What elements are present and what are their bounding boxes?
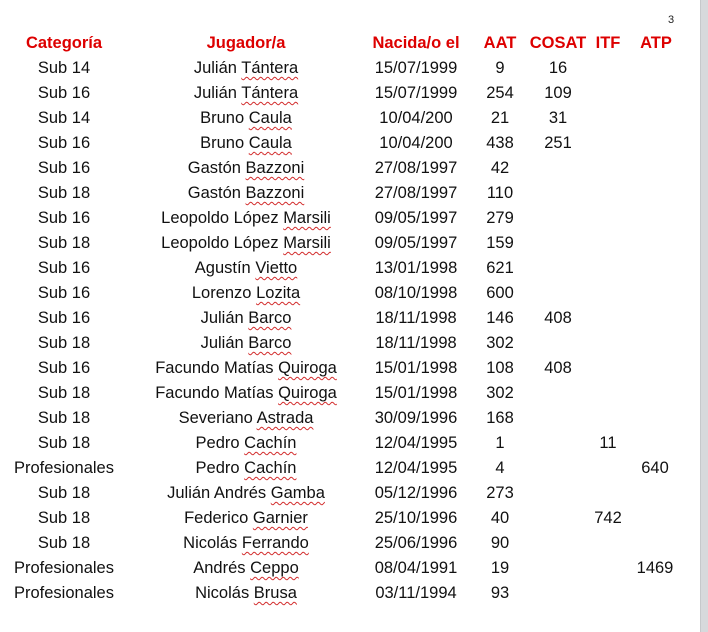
cell-fecha: 15/07/1999 xyxy=(374,59,458,77)
cell-categoria: Profesionales xyxy=(14,459,114,477)
header-nacimiento: Nacida/o el xyxy=(372,34,460,52)
cell-itf xyxy=(590,158,626,178)
cell-cosat xyxy=(526,508,590,528)
cell-cosat: 31 xyxy=(548,109,568,127)
cell-itf xyxy=(590,233,626,253)
player-first-name: Leopoldo López xyxy=(161,234,279,252)
cell-fecha: 27/08/1997 xyxy=(374,159,458,177)
cell-aat: 4 xyxy=(495,459,505,477)
cell-aat: 273 xyxy=(486,484,514,502)
cell-itf xyxy=(590,558,626,578)
cell-categoria: Sub 18 xyxy=(37,184,91,202)
cell-fecha: 15/01/1998 xyxy=(374,359,458,377)
cell-aat: 621 xyxy=(486,259,514,277)
player-last-name: Barco xyxy=(248,334,292,352)
cell-cosat xyxy=(526,258,590,278)
cell-cosat xyxy=(526,283,590,303)
cell-jugador xyxy=(136,558,356,578)
cell-fecha: 18/11/1998 xyxy=(375,334,457,352)
cell-itf xyxy=(590,583,626,603)
cell-fecha: 15/07/1999 xyxy=(374,84,458,102)
cell-aat: 42 xyxy=(490,159,510,177)
cell-categoria: Profesionales xyxy=(14,584,114,602)
player-first-name: Julián xyxy=(200,334,244,352)
cell-categoria: Sub 16 xyxy=(37,309,91,327)
cell-categoria: Sub 18 xyxy=(37,409,91,427)
cell-aat: 159 xyxy=(486,234,514,252)
cell-aat: 254 xyxy=(486,84,514,102)
cell-categoria: Sub 14 xyxy=(37,109,91,127)
cell-jugador xyxy=(136,358,356,378)
player-last-name: Brusa xyxy=(253,584,297,602)
cell-jugador xyxy=(136,133,356,153)
player-last-name: Tántera xyxy=(241,84,299,102)
cell-jugador xyxy=(136,483,356,503)
cell-aat: 168 xyxy=(486,409,514,427)
cell-itf xyxy=(590,308,626,328)
cell-fecha: 30/09/1996 xyxy=(374,409,458,427)
cell-cosat: 251 xyxy=(544,134,572,152)
cell-categoria: Sub 16 xyxy=(37,159,91,177)
cell-categoria: Profesionales xyxy=(14,559,114,577)
cell-itf: 11 xyxy=(599,434,617,452)
cell-itf xyxy=(590,133,626,153)
cell-fecha: 10/04/200 xyxy=(379,134,453,152)
cell-categoria: Sub 18 xyxy=(37,234,91,252)
cell-fecha: 09/05/1997 xyxy=(374,209,458,227)
cell-jugador xyxy=(136,458,356,478)
cell-atp xyxy=(626,208,684,228)
player-last-name: Bazzoni xyxy=(245,184,305,202)
cell-itf xyxy=(590,333,626,353)
cell-atp xyxy=(626,383,684,403)
cell-cosat xyxy=(526,383,590,403)
cell-aat: 146 xyxy=(486,309,514,327)
cell-atp xyxy=(626,233,684,253)
cell-itf xyxy=(590,408,626,428)
page-edge xyxy=(700,0,708,632)
player-last-name: Vietto xyxy=(255,259,298,277)
cell-aat: 19 xyxy=(490,559,510,577)
cell-categoria: Sub 18 xyxy=(37,434,91,452)
cell-cosat xyxy=(526,233,590,253)
player-first-name: Facundo Matías xyxy=(155,359,274,377)
header-aat: AAT xyxy=(483,34,517,52)
cell-jugador xyxy=(136,383,356,403)
cell-fecha: 05/12/1996 xyxy=(374,484,458,502)
cell-jugador xyxy=(136,308,356,328)
cell-jugador xyxy=(136,183,356,203)
cell-atp xyxy=(626,333,684,353)
cell-jugador xyxy=(136,58,356,78)
player-last-name: Bazzoni xyxy=(245,159,305,177)
header-categoria: Categoría xyxy=(25,34,103,52)
cell-itf xyxy=(590,183,626,203)
cell-jugador xyxy=(136,208,356,228)
player-first-name: Pedro xyxy=(195,434,240,452)
player-last-name: Caula xyxy=(248,109,292,127)
cell-atp xyxy=(626,83,684,103)
cell-categoria: Sub 18 xyxy=(37,534,91,552)
cell-aat: 302 xyxy=(486,384,514,402)
player-first-name: Andrés xyxy=(193,559,246,577)
player-last-name: Caula xyxy=(248,134,292,152)
cell-cosat xyxy=(526,433,590,453)
player-first-name: Facundo Matías xyxy=(155,384,274,402)
cell-cosat xyxy=(526,533,590,553)
cell-atp xyxy=(626,183,684,203)
cell-itf xyxy=(590,208,626,228)
cell-jugador xyxy=(136,83,356,103)
cell-fecha: 27/08/1997 xyxy=(374,184,458,202)
cell-aat: 1 xyxy=(495,434,505,452)
player-last-name: Cachín xyxy=(244,459,297,477)
cell-jugador xyxy=(136,583,356,603)
cell-atp xyxy=(626,58,684,78)
player-last-name: Garnier xyxy=(252,509,308,527)
player-last-name: Astrada xyxy=(256,409,314,427)
player-last-name: Quiroga xyxy=(278,359,337,377)
header-atp: ATP xyxy=(640,34,672,52)
cell-itf xyxy=(590,533,626,553)
cell-cosat xyxy=(526,158,590,178)
cell-fecha: 25/06/1996 xyxy=(374,534,458,552)
player-last-name: Ceppo xyxy=(250,559,299,577)
cell-atp xyxy=(626,283,684,303)
cell-atp xyxy=(626,433,684,453)
cell-atp xyxy=(626,108,684,128)
cell-cosat: 16 xyxy=(548,59,568,77)
player-first-name: Julián xyxy=(193,59,237,77)
player-last-name: Gamba xyxy=(270,484,325,502)
player-first-name: Leopoldo López xyxy=(161,209,279,227)
cell-aat: 90 xyxy=(490,534,510,552)
cell-atp xyxy=(626,583,684,603)
cell-atp: 1469 xyxy=(636,559,674,577)
cell-itf xyxy=(590,383,626,403)
player-last-name: Marsili xyxy=(283,234,331,252)
cell-cosat xyxy=(526,583,590,603)
player-first-name: Bruno xyxy=(200,134,245,152)
cell-itf xyxy=(590,108,626,128)
header-itf: ITF xyxy=(595,34,621,52)
cell-aat: 279 xyxy=(486,209,514,227)
cell-atp xyxy=(626,133,684,153)
cell-jugador xyxy=(136,333,356,353)
player-last-name: Lozita xyxy=(256,284,301,302)
cell-cosat: 408 xyxy=(544,359,572,377)
cell-fecha: 12/04/1995 xyxy=(374,434,458,452)
cell-cosat xyxy=(526,483,590,503)
cell-jugador xyxy=(136,408,356,428)
cell-jugador xyxy=(136,108,356,128)
cell-fecha: 25/10/1996 xyxy=(374,509,458,527)
page-number: 3 xyxy=(668,14,675,26)
cell-fecha: 09/05/1997 xyxy=(374,234,458,252)
cell-categoria: Sub 16 xyxy=(37,259,91,277)
cell-atp: 640 xyxy=(641,459,669,477)
player-first-name: Severiano xyxy=(178,409,253,427)
cell-itf xyxy=(590,483,626,503)
cell-itf xyxy=(590,458,626,478)
cell-categoria: Sub 16 xyxy=(37,209,91,227)
cell-jugador xyxy=(136,508,356,528)
cell-jugador xyxy=(136,533,356,553)
cell-fecha: 03/11/1994 xyxy=(375,584,457,602)
cell-fecha: 13/01/1998 xyxy=(374,259,458,277)
cell-atp xyxy=(626,408,684,428)
cell-aat: 21 xyxy=(490,109,510,127)
player-first-name: Agustín xyxy=(194,259,251,277)
cell-categoria: Sub 18 xyxy=(37,484,91,502)
player-first-name: Julián Andrés xyxy=(167,484,267,502)
cell-categoria: Sub 16 xyxy=(37,134,91,152)
player-first-name: Lorenzo xyxy=(191,284,252,302)
player-last-name: Ferrando xyxy=(241,534,309,552)
cell-categoria: Sub 16 xyxy=(37,359,91,377)
player-first-name: Nicolás xyxy=(195,584,250,602)
cell-cosat xyxy=(526,458,590,478)
cell-categoria: Sub 18 xyxy=(37,334,91,352)
cell-cosat xyxy=(526,208,590,228)
header-jugador: Jugador/a xyxy=(206,34,286,52)
player-last-name: Barco xyxy=(248,309,292,327)
cell-fecha: 08/04/1991 xyxy=(374,559,458,577)
cell-aat: 9 xyxy=(495,59,505,77)
cell-jugador xyxy=(136,233,356,253)
player-first-name: Gastón xyxy=(187,184,241,202)
cell-cosat xyxy=(526,333,590,353)
player-first-name: Federico xyxy=(184,509,249,527)
cell-itf xyxy=(590,283,626,303)
cell-jugador xyxy=(136,283,356,303)
cell-jugador xyxy=(136,433,356,453)
cell-jugador xyxy=(136,258,356,278)
cell-itf xyxy=(590,358,626,378)
header-cosat: COSAT xyxy=(529,34,587,52)
cell-atp xyxy=(626,508,684,528)
cell-categoria: Sub 18 xyxy=(37,384,91,402)
cell-fecha: 15/01/1998 xyxy=(374,384,458,402)
cell-atp xyxy=(626,308,684,328)
cell-atp xyxy=(626,258,684,278)
player-last-name: Quiroga xyxy=(278,384,337,402)
cell-aat: 302 xyxy=(486,334,514,352)
cell-aat: 40 xyxy=(490,509,510,527)
cell-fecha: 18/11/1998 xyxy=(375,309,457,327)
cell-aat: 108 xyxy=(486,359,514,377)
player-first-name: Gastón xyxy=(187,159,241,177)
cell-itf: 742 xyxy=(594,509,622,527)
cell-aat: 110 xyxy=(486,184,514,202)
cell-cosat xyxy=(526,558,590,578)
player-first-name: Julián xyxy=(200,309,244,327)
cell-cosat xyxy=(526,183,590,203)
player-first-name: Nicolás xyxy=(183,534,238,552)
player-last-name: Tántera xyxy=(241,59,299,77)
cell-cosat xyxy=(526,408,590,428)
cell-cosat: 408 xyxy=(544,309,572,327)
cell-atp xyxy=(626,533,684,553)
cell-categoria: Sub 16 xyxy=(37,84,91,102)
cell-aat: 600 xyxy=(486,284,514,302)
cell-atp xyxy=(626,483,684,503)
player-first-name: Julián xyxy=(193,84,237,102)
cell-cosat: 109 xyxy=(544,84,572,102)
player-last-name: Marsili xyxy=(283,209,331,227)
player-first-name: Pedro xyxy=(195,459,240,477)
cell-fecha: 08/10/1998 xyxy=(374,284,458,302)
cell-itf xyxy=(590,58,626,78)
cell-atp xyxy=(626,358,684,378)
player-last-name: Cachín xyxy=(244,434,297,452)
cell-jugador xyxy=(136,158,356,178)
cell-atp xyxy=(626,158,684,178)
cell-categoria: Sub 18 xyxy=(37,509,91,527)
cell-fecha: 10/04/200 xyxy=(379,109,453,127)
cell-itf xyxy=(590,258,626,278)
cell-aat: 93 xyxy=(490,584,510,602)
cell-fecha: 12/04/1995 xyxy=(374,459,458,477)
cell-categoria: Sub 14 xyxy=(37,59,91,77)
cell-aat: 438 xyxy=(486,134,514,152)
cell-categoria: Sub 16 xyxy=(37,284,91,302)
cell-itf xyxy=(590,83,626,103)
player-first-name: Bruno xyxy=(200,109,245,127)
